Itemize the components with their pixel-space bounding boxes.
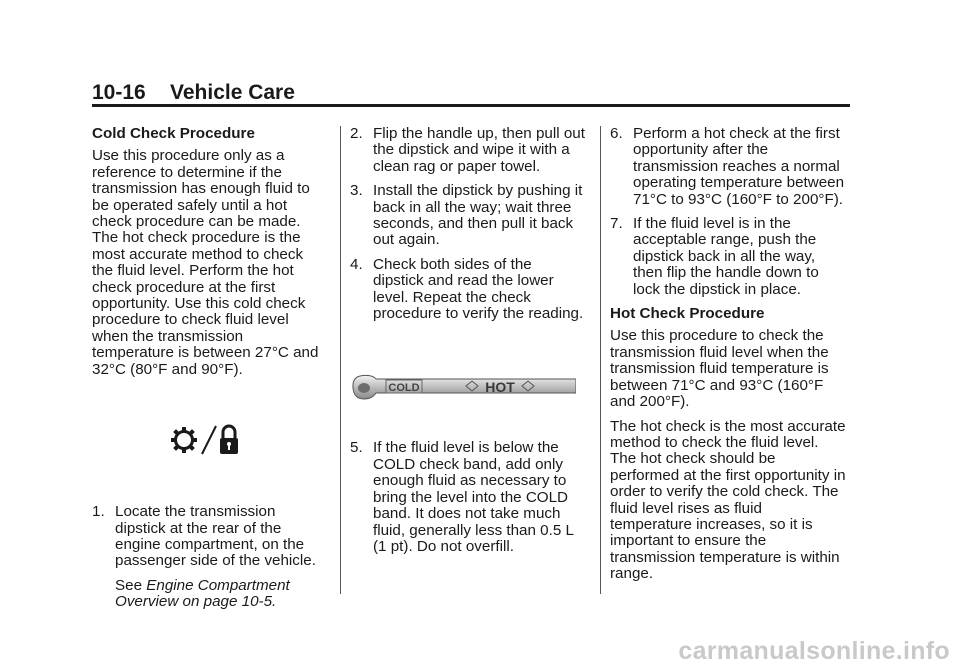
step-text: Check both sides of the dipstick and read the lower level. Repeat the check procedure to verify the reading. xyxy=(373,255,584,323)
step-number: 7. xyxy=(610,215,623,233)
step-text: Flip the handle up, then pull out the dipstick and wipe it with a clean rag or paper towel. xyxy=(373,125,585,175)
cross-reference-link: Engine Compartment Overview on page 10-5. xyxy=(115,576,290,611)
cold-band-label: COLD xyxy=(388,382,420,395)
column-right xyxy=(610,126,846,591)
cold-check-intro: Use this procedure only as a reference to determine if the transmission has enough fluid to be operated safely until a hot check procedure can be made. The hot check procedure is the most accurate method to check the fluid level. Perform the hot check procedure at the first opportunity. Use this cold check procedure to check fluid level when the transmission temperature is between 27°C and 32°C (80°F and 90°F). xyxy=(92,147,319,378)
column-divider xyxy=(340,126,341,594)
step-3 xyxy=(350,183,586,249)
step-number: 2. xyxy=(350,125,363,142)
step-number: 6. xyxy=(610,125,623,142)
step-2 xyxy=(350,126,586,175)
step-1 xyxy=(92,504,328,570)
header-rule xyxy=(92,104,850,107)
see-prefix: See xyxy=(115,576,147,594)
cold-check-heading: Cold Check Procedure xyxy=(92,125,255,142)
step-6 xyxy=(610,126,846,208)
hot-check-paragraph-1: Use this procedure to check the transmission fluid level when the transmission fluid temperature is between 71°C and 93°C (160°F and 200°F). xyxy=(610,327,829,411)
step-number: 3. xyxy=(350,182,363,200)
column-middle xyxy=(350,126,586,563)
hot-band-label: HOT xyxy=(485,379,515,396)
step-text: If the fluid level is below the COLD check band, add only enough fluid as necessary to bring the level into the COLD band. It does not take much fluid, generally less than 0.5 L (1 pt). Do not overfill. xyxy=(373,439,574,555)
dipstick-illustration xyxy=(350,348,586,428)
step-text: Install the dipstick by pushing it back in all the way; wait three seconds, and then pull it back out again. xyxy=(373,182,583,249)
see-reference xyxy=(115,578,328,611)
step-5 xyxy=(350,440,586,555)
column-left xyxy=(92,126,328,611)
section-title: Vehicle Care xyxy=(170,81,295,104)
step-text: If the fluid level is in the acceptable range, push the dipstick back in all the way, then flip the handle down to lock the dipstick in place. xyxy=(633,215,819,298)
step-number: 5. xyxy=(350,439,363,457)
page-header xyxy=(92,80,850,106)
step-7 xyxy=(610,216,846,298)
step-4 xyxy=(350,257,586,323)
hot-check-heading: Hot Check Procedure xyxy=(610,305,765,323)
watermark: carmanualsonline.info xyxy=(678,637,950,665)
step-number: 1. xyxy=(92,503,105,521)
transmission-lock-icon xyxy=(170,420,250,460)
dipstick-icon xyxy=(350,366,576,410)
step-number: 4. xyxy=(350,255,363,273)
warning-icons xyxy=(92,394,328,486)
step-text: Perform a hot check at the first opportunity after the transmission reaches a normal operating temperature between 71°C to 93°C (160°F to 200°F). xyxy=(633,125,845,208)
hot-check-paragraph-2: The hot check is the most accurate method to check the fluid level. The hot check should be performed at the first opportunity in order to verify the cold check. The fluid level rises as fluid temperature increases, so it is important to ensure the transmission temperature is within range. xyxy=(610,417,846,583)
step-text: Locate the transmission dipstick at the rear of the engine compartment, on the passenger side of the vehicle. xyxy=(115,503,316,570)
page-number: 10-16 xyxy=(92,81,146,104)
column-divider xyxy=(600,126,601,594)
